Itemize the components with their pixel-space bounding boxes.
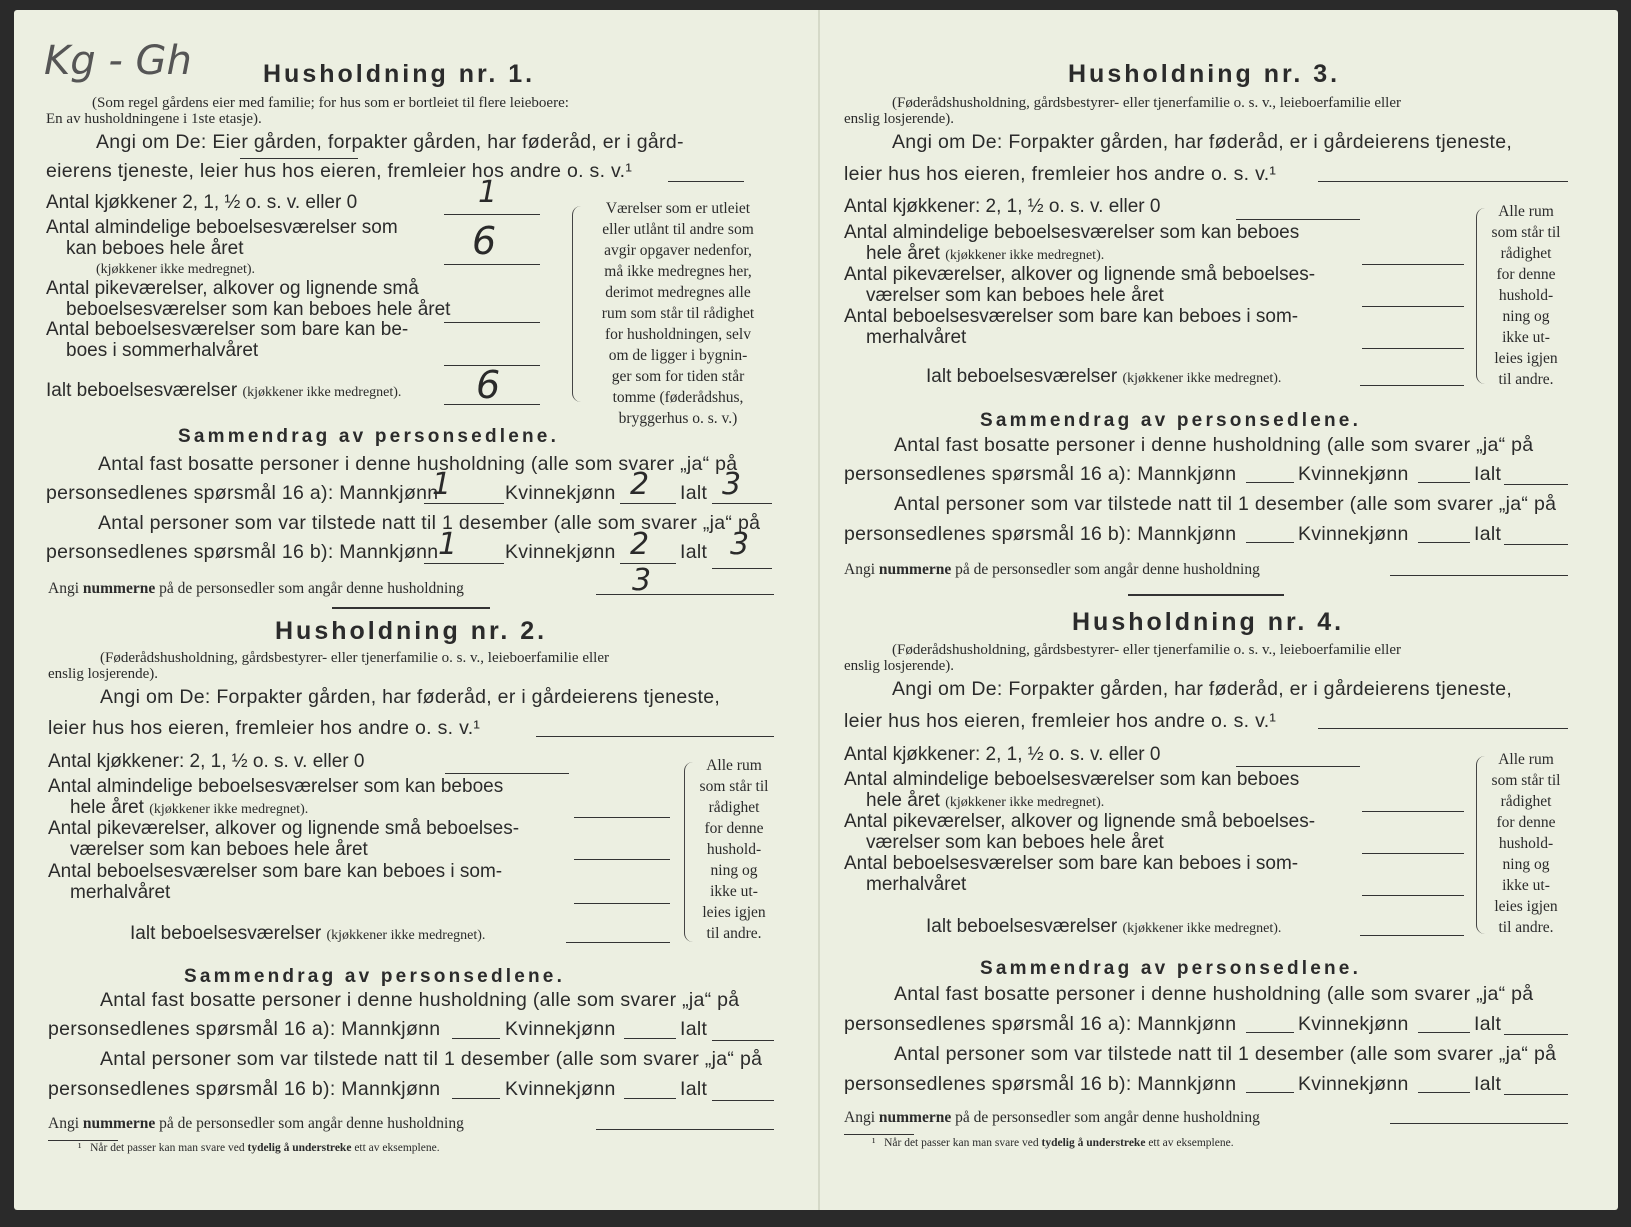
- household-3-summary-tilstede-line1: Antal personer som var tilstede natt til 1 desember (alle som svarer „ja“ på: [894, 493, 1557, 515]
- household-2-summary-fast-line1: Antal fast bosatte personer i denne husholdning (alle som svarer „ja“ på: [100, 989, 740, 1011]
- household-1-separator: [332, 607, 490, 609]
- household-1-ialt-label: Ialt beboelsesværelser (kjøkkener ikke medregnet).: [46, 380, 402, 401]
- household-1-kjokkener-label: Antal kjøkkener 2, 1, ½ o. s. v. eller 0: [46, 192, 358, 213]
- household-1-16a-ialt-label: Ialt: [680, 482, 708, 504]
- household-1-16a-mann-line[interactable]: [424, 503, 504, 504]
- household-1-summary-fast-line2: personsedlenes spørsmål 16 a): Mannkjønn: [46, 482, 439, 504]
- h3-side-note-line: til andre.: [1498, 371, 1554, 388]
- household-1-nummerne-label: Angi nummerne på de personsedler som angår denne husholdning: [48, 580, 464, 597]
- household-4-16a-ialt-label: Ialt: [1474, 1013, 1502, 1035]
- household-1-kjokkener-line[interactable]: [444, 214, 540, 215]
- household-3-sommer-line[interactable]: [1362, 348, 1464, 349]
- household-4-16a-ialt-line[interactable]: [1504, 1034, 1568, 1035]
- household-1-note-line1: (Som regel gårdens eier med familie; for hus som er bortleiet til flere leieboere:: [92, 95, 569, 111]
- household-1-ialt-value: 6: [476, 363, 501, 407]
- household-3-16a-kvinne-line[interactable]: [1418, 482, 1470, 483]
- h1-side-note-line: avgir opgaver nedenfor,: [604, 242, 752, 259]
- household-4-sommer-line2: merhalvåret: [866, 874, 967, 895]
- household-2-16a-ialt-line[interactable]: [712, 1040, 774, 1041]
- household-2-16b-kvinne-line[interactable]: [624, 1098, 676, 1099]
- household-2-note-line2: enslig losjerende).: [48, 666, 158, 682]
- h4-side-note-line: Alle rum: [1498, 751, 1554, 768]
- household-2-16b-ialt-label: Ialt: [680, 1078, 708, 1100]
- household-3-16b-ialt-line[interactable]: [1504, 544, 1568, 545]
- household-2-sommer-line[interactable]: [574, 903, 670, 904]
- household-3-16a-ialt-label: Ialt: [1474, 463, 1502, 485]
- household-2-ialt-label: Ialt beboelsesværelser (kjøkkener ikke medregnet).: [130, 923, 486, 944]
- household-2-sommer-line1: Antal beboelsesværelser som bare kan beboes i som-: [48, 861, 503, 882]
- household-3-pike-line1: Antal pikeværelser, alkover og lignende små beboelses-: [844, 264, 1316, 285]
- household-1-summary-fast-line1: Antal fast bosatte personer i denne husholdning (alle som svarer „ja“ på: [98, 453, 738, 475]
- household-1-16a-ialt-line[interactable]: [712, 503, 772, 504]
- household-3-kjokkener-line[interactable]: [1236, 219, 1360, 220]
- household-2-16a-kvinne-line[interactable]: [624, 1038, 676, 1039]
- h3-side-note-line: ikke ut-: [1502, 329, 1550, 346]
- household-2-angi-answer-line[interactable]: [536, 736, 774, 737]
- footnote-right: ¹ Når det passer kan man svare ved tydelig å understreke ett av eksemplene.: [872, 1137, 1234, 1149]
- household-3-kjokkener-label: Antal kjøkkener: 2, 1, ½ o. s. v. eller 0: [844, 196, 1161, 217]
- household-4-pike-line2: værelser som kan beboes hele året: [866, 832, 1164, 853]
- household-1-alm-line3: (kjøkkener ikke medregnet).: [96, 262, 255, 277]
- household-2-summary-fast-line2: personsedlenes spørsmål 16 a): Mannkjønn: [48, 1018, 441, 1040]
- household-4-note-line2: enslig losjerende).: [844, 658, 954, 674]
- household-1-16b-kvinne-label: Kvinnekjønn: [505, 541, 616, 563]
- household-4-16b-kvinne-label: Kvinnekjønn: [1298, 1073, 1409, 1095]
- household-3-summary-heading: Sammendrag av personsedlene.: [980, 410, 1362, 431]
- household-3-alm-line1: Antal almindelige beboelsesværelser som kan beboes: [844, 222, 1300, 243]
- h3-side-note-line: rådighet: [1500, 245, 1552, 262]
- h4-side-note-line: som står til: [1491, 772, 1561, 789]
- household-1-side-note: [578, 198, 778, 429]
- h1-side-note-line: ger som for tiden står: [611, 368, 745, 385]
- h1-side-note-line: Værelser som er utleiet: [605, 200, 751, 217]
- household-4-summary-tilstede-line1: Antal personer som var tilstede natt til 1 desember (alle som svarer „ja“ på: [894, 1043, 1557, 1065]
- h4-side-note-line: ning og: [1502, 856, 1550, 873]
- h3-side-note-line: hushold-: [1498, 287, 1554, 304]
- household-1-kjokkener-value: 1: [478, 175, 498, 210]
- h3-side-note-line: som står til: [1491, 224, 1561, 241]
- h2-side-note-line: ikke ut-: [710, 883, 758, 900]
- household-3-ialt-label: Ialt beboelsesværelser (kjøkkener ikke medregnet).: [926, 366, 1282, 387]
- footnote-rule-right: [844, 1134, 914, 1135]
- household-2-pike-line2: værelser som kan beboes hele året: [70, 839, 368, 860]
- h4-side-note-line: til andre.: [1498, 919, 1554, 936]
- household-4-ialt-label: Ialt beboelsesværelser (kjøkkener ikke medregnet).: [926, 916, 1282, 937]
- household-4-summary-fast-line2: personsedlenes spørsmål 16 a): Mannkjønn: [844, 1013, 1237, 1035]
- household-1-summary-heading: Sammendrag av personsedlene.: [178, 426, 560, 447]
- household-1-note-line2: En av husholdningene i 1ste etasje).: [46, 111, 262, 127]
- household-3-note-line1: (Føderådshusholdning, gårdsbestyrer- eller tjenerfamilie o. s. v., leieboerfamilie eller: [892, 95, 1401, 111]
- household-4-nummerne-line[interactable]: [1390, 1123, 1568, 1124]
- household-4-nummerne-label: Angi nummerne på de personsedler som angår denne husholdning: [844, 1109, 1260, 1126]
- household-4-16b-mann-line[interactable]: [1246, 1092, 1294, 1093]
- household-3-16a-kvinne-label: Kvinnekjønn: [1298, 463, 1409, 485]
- household-1-sommer-line2: boes i sommerhalvåret: [66, 340, 259, 361]
- household-3-sommer-line1: Antal beboelsesværelser som bare kan beboes i som-: [844, 306, 1299, 327]
- page-fold: [818, 10, 820, 1210]
- household-2-side-note: [688, 755, 780, 944]
- household-1-alm-line[interactable]: [444, 264, 540, 265]
- household-1-16a-mann-value: 1: [432, 467, 452, 502]
- household-4-angi-answer-line[interactable]: [1318, 728, 1568, 729]
- household-1-pike-line2: beboelsesværelser som kan beboes hele året: [66, 299, 451, 320]
- household-1-angi-answer-line[interactable]: [668, 181, 744, 182]
- household-2-summary-tilstede-line2: personsedlenes spørsmål 16 b): Mannkjønn: [48, 1078, 441, 1100]
- household-3-nummerne-label: Angi nummerne på de personsedler som angår denne husholdning: [844, 561, 1260, 578]
- household-4-angi-line2: leier hus hos eieren, fremleier hos andre o. s. v.¹: [844, 710, 1277, 732]
- household-2-16a-ialt-label: Ialt: [680, 1018, 708, 1040]
- household-4-pike-line1: Antal pikeværelser, alkover og lignende små beboelses-: [844, 811, 1316, 832]
- household-2-angi-line2: leier hus hos eieren, fremleier hos andre o. s. v.¹: [48, 717, 481, 739]
- household-2-summary-heading: Sammendrag av personsedlene.: [184, 966, 566, 987]
- household-2-title: Husholdning nr. 2.: [275, 617, 548, 645]
- household-4-summary-tilstede-line2: personsedlenes spørsmål 16 b): Mannkjønn: [844, 1073, 1237, 1095]
- household-3-summary-tilstede-line2: personsedlenes spørsmål 16 b): Mannkjønn: [844, 523, 1237, 545]
- h2-side-note-line: for denne: [704, 820, 764, 837]
- household-3-sommer-line2: merhalvåret: [866, 327, 967, 348]
- h4-side-note-line: ikke ut-: [1502, 877, 1550, 894]
- household-3-alm-line[interactable]: [1362, 264, 1464, 265]
- household-2-alm-line[interactable]: [574, 817, 670, 818]
- household-4-alm-line2: hele året (kjøkkener ikke medregnet).: [866, 790, 1105, 811]
- household-1-16b-kvinne-value: 2: [630, 527, 650, 562]
- household-1-16b-ialt-line[interactable]: [712, 568, 772, 569]
- household-1-pike-line[interactable]: [444, 322, 540, 323]
- h3-side-note-line: for denne: [1496, 266, 1556, 283]
- h2-side-note-line: rådighet: [708, 799, 760, 816]
- household-4-kjokkener-label: Antal kjøkkener: 2, 1, ½ o. s. v. eller 0: [844, 744, 1161, 765]
- household-3-angi-line1: Angi om De: Forpakter gården, har føderåd, er i gårdeierens tjeneste,: [892, 131, 1513, 153]
- household-4-summary-heading: Sammendrag av personsedlene.: [980, 958, 1362, 979]
- h1-side-note-line: for husholdningen, selv: [605, 326, 751, 343]
- h1-side-note-line: eller utlånt til andre som: [602, 221, 754, 238]
- h1-side-note-line: må ikke medregnes her,: [604, 263, 752, 280]
- household-4-alm-line1: Antal almindelige beboelsesværelser som kan beboes: [844, 769, 1300, 790]
- h1-side-note-line: tomme (føderådshus,: [612, 389, 744, 406]
- h1-side-note-line: derimot medregnes alle: [605, 284, 751, 301]
- household-3-16a-ialt-line[interactable]: [1504, 484, 1568, 485]
- household-1-16b-ialt-value: 3: [730, 527, 750, 562]
- h3-side-note-line: ning og: [1502, 308, 1550, 325]
- h1-side-note-line: rum som står til rådighet: [601, 305, 755, 322]
- h4-side-note-line: hushold-: [1498, 835, 1554, 852]
- household-3-angi-line2: leier hus hos eieren, fremleier hos andre o. s. v.¹: [844, 163, 1277, 185]
- household-1-16b-ialt-label: Ialt: [680, 541, 708, 563]
- household-4-16a-kvinne-line[interactable]: [1418, 1032, 1470, 1033]
- household-1-16b-mann-value: 1: [438, 527, 458, 562]
- household-3-16b-mann-line[interactable]: [1246, 542, 1294, 543]
- household-1-summary-tilstede-line2: personsedlenes spørsmål 16 b): Mannkjønn: [46, 541, 439, 563]
- household-3-pike-line2: værelser som kan beboes hele året: [866, 285, 1164, 306]
- household-2-16b-ialt-line[interactable]: [712, 1100, 774, 1101]
- household-1-summary-tilstede-line1: Antal personer som var tilstede natt til 1 desember (alle som svarer „ja“ på: [98, 512, 761, 534]
- household-2-16b-mann-line[interactable]: [452, 1098, 500, 1099]
- household-2-sommer-line2: merhalvåret: [70, 882, 171, 903]
- household-1-16a-kvinne-label: Kvinnekjønn: [505, 482, 616, 504]
- household-1-alm-line2: kan beboes hele året: [66, 238, 244, 259]
- household-1-16a-kvinne-value: 2: [630, 467, 650, 502]
- household-4-sommer-line[interactable]: [1362, 895, 1464, 896]
- household-2-16a-mann-line[interactable]: [452, 1038, 500, 1039]
- household-1-ialt-line[interactable]: [444, 404, 540, 405]
- household-3-separator: [1128, 594, 1284, 596]
- household-2-ialt-line[interactable]: [566, 942, 670, 943]
- household-2-16a-kvinne-label: Kvinnekjønn: [505, 1018, 616, 1040]
- household-2-pike-line[interactable]: [574, 859, 670, 860]
- household-3-summary-fast-line1: Antal fast bosatte personer i denne husholdning (alle som svarer „ja“ på: [894, 434, 1534, 456]
- household-4-16b-ialt-label: Ialt: [1474, 1073, 1502, 1095]
- corner-handwritten-note: Kg - Gh: [44, 38, 192, 84]
- household-4-16a-kvinne-label: Kvinnekjønn: [1298, 1013, 1409, 1035]
- household-1-angi-line1: Angi om De: Eier gården, forpakter gården, har føderåd, er i gård-: [96, 131, 684, 153]
- household-1-16a-kvinne-line[interactable]: [620, 503, 676, 504]
- h4-side-note-line: leies igjen: [1494, 898, 1558, 915]
- household-3-16a-mann-line[interactable]: [1246, 482, 1294, 483]
- household-3-ialt-line[interactable]: [1360, 385, 1464, 386]
- h1-side-note-line: bryggerhus o. s. v.): [618, 410, 738, 427]
- household-2-nummerne-label: Angi nummerne på de personsedler som angår denne husholdning: [48, 1115, 464, 1132]
- h2-side-note-line: til andre.: [706, 925, 762, 942]
- household-4-summary-fast-line1: Antal fast bosatte personer i denne husholdning (alle som svarer „ja“ på: [894, 983, 1534, 1005]
- h2-side-note-line: Alle rum: [706, 757, 762, 774]
- household-4-kjokkener-line[interactable]: [1236, 766, 1360, 767]
- household-3-16b-kvinne-label: Kvinnekjønn: [1298, 523, 1409, 545]
- household-1-nummerne-line[interactable]: [596, 594, 774, 595]
- household-4-16b-kvinne-line[interactable]: [1418, 1092, 1470, 1093]
- household-4-note-line1: (Føderådshusholdning, gårdsbestyrer- eller tjenerfamilie o. s. v., leieboerfamilie eller: [892, 642, 1401, 658]
- household-4-angi-line1: Angi om De: Forpakter gården, har føderåd, er i gårdeierens tjeneste,: [892, 678, 1513, 700]
- household-4-16b-ialt-line[interactable]: [1504, 1094, 1568, 1095]
- household-2-angi-line1: Angi om De: Forpakter gården, har føderåd, er i gårdeierens tjeneste,: [100, 686, 721, 708]
- household-2-alm-line2: hele året (kjøkkener ikke medregnet).: [70, 797, 309, 818]
- footnote-left: ¹ Når det passer kan man svare ved tydelig å understreke ett av eksemplene.: [78, 1142, 440, 1154]
- household-1-nummerne-value: 3: [632, 563, 652, 598]
- h2-side-note-line: ning og: [710, 862, 758, 879]
- household-3-side-note: [1480, 201, 1572, 390]
- h4-side-note-line: for denne: [1496, 814, 1556, 831]
- household-1-16b-mann-line[interactable]: [424, 563, 504, 564]
- household-4-side-note: [1480, 749, 1572, 938]
- h2-side-note-line: hushold-: [706, 841, 762, 858]
- household-4-sommer-line1: Antal beboelsesværelser som bare kan beboes i som-: [844, 853, 1299, 874]
- household-1-title: Husholdning nr. 1.: [263, 60, 536, 88]
- household-2-note-line1: (Føderådshusholdning, gårdsbestyrer- eller tjenerfamilie o. s. v., leieboerfamilie eller: [100, 650, 609, 666]
- household-3-pike-line[interactable]: [1362, 306, 1464, 307]
- household-3-angi-answer-line[interactable]: [1318, 181, 1568, 182]
- household-1-sommer-line1: Antal beboelsesværelser som bare kan be-: [46, 319, 409, 340]
- household-2-pike-line1: Antal pikeværelser, alkover og lignende små beboelses-: [48, 818, 520, 839]
- household-1-pike-line1: Antal pikeværelser, alkover og lignende små: [46, 278, 419, 299]
- household-1-angi-line2: eierens tjeneste, leier hus hos eieren, fremleier hos andre o. s. v.¹: [46, 160, 633, 182]
- household-3-16b-ialt-label: Ialt: [1474, 523, 1502, 545]
- household-2-nummerne-line[interactable]: [596, 1129, 774, 1130]
- household-3-16b-kvinne-line[interactable]: [1418, 542, 1470, 543]
- household-2-alm-line1: Antal almindelige beboelsesværelser som kan beboes: [48, 776, 504, 797]
- household-4-alm-line[interactable]: [1362, 811, 1464, 812]
- household-3-note-line2: enslig losjerende).: [844, 111, 954, 127]
- household-1-16a-ialt-value: 3: [722, 467, 742, 502]
- household-3-title: Husholdning nr. 3.: [1068, 60, 1341, 88]
- household-3-nummerne-line[interactable]: [1390, 575, 1568, 576]
- footnote-rule-left: [48, 1140, 118, 1141]
- household-2-kjokkener-label: Antal kjøkkener: 2, 1, ½ o. s. v. eller 0: [48, 751, 365, 772]
- household-4-16a-mann-line[interactable]: [1246, 1032, 1294, 1033]
- household-1-alm-value: 6: [472, 219, 497, 263]
- h3-side-note-line: Alle rum: [1498, 203, 1554, 220]
- household-2-summary-tilstede-line1: Antal personer som var tilstede natt til 1 desember (alle som svarer „ja“ på: [100, 1048, 763, 1070]
- underline-eier-garden: [240, 158, 358, 159]
- h3-side-note-line: leies igjen: [1494, 350, 1558, 367]
- h2-side-note-line: som står til: [699, 778, 769, 795]
- household-2-kjokkener-line[interactable]: [445, 773, 569, 774]
- household-3-summary-fast-line2: personsedlenes spørsmål 16 a): Mannkjønn: [844, 463, 1237, 485]
- household-3-alm-line2: hele året (kjøkkener ikke medregnet).: [866, 243, 1105, 264]
- household-4-title: Husholdning nr. 4.: [1072, 608, 1345, 636]
- household-4-pike-line[interactable]: [1362, 853, 1464, 854]
- household-1-alm-line1: Antal almindelige beboelsesværelser som: [46, 217, 398, 238]
- h4-side-note-line: rådighet: [1500, 793, 1552, 810]
- household-2-16b-kvinne-label: Kvinnekjønn: [505, 1078, 616, 1100]
- h1-side-note-line: om de ligger i bygnin-: [608, 347, 748, 364]
- household-4-ialt-line[interactable]: [1360, 935, 1464, 936]
- h2-side-note-line: leies igjen: [702, 904, 766, 921]
